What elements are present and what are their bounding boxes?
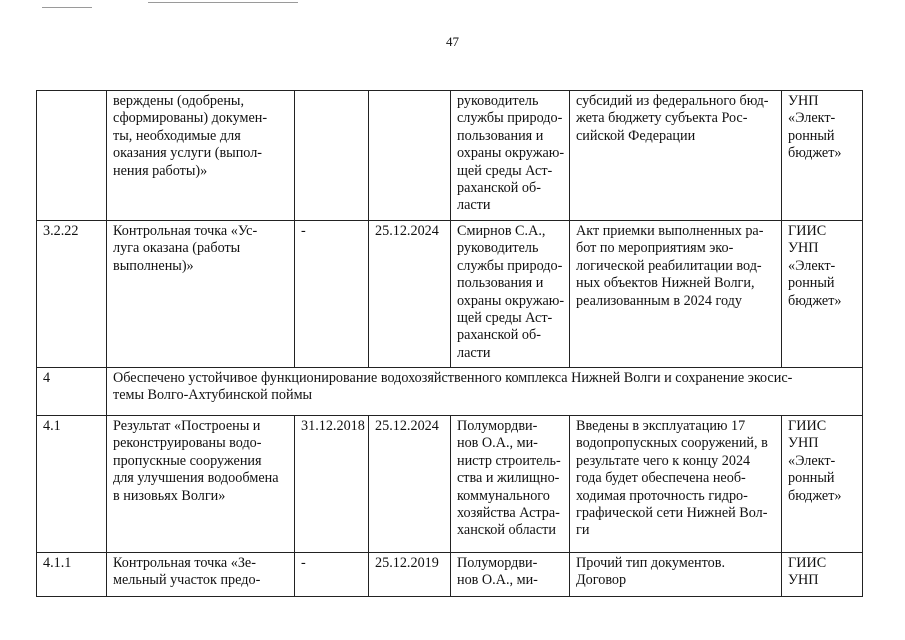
activities-table [36,90,863,597]
cell-end [369,91,451,221]
cell-start: 31.12.2018 [295,416,369,553]
section-row [37,368,863,416]
cell-num [37,91,107,221]
cell-num: 3.2.22 [37,221,107,368]
cell-document: субсидий из федерального бюд- жета бюджету субъекта Рос- сийской Федерации [570,91,782,221]
cell-responsible: руководитель службы природо- пользования и охраны окружаю- щей среды Аст- раханской об- ласти [451,91,570,221]
cell-responsible: Полумордви- нов О.А., ми- [451,553,570,597]
cell-name: Результат «Построены и реконструированы водо- пропускные сооружения для улучшения водообмена в низовьях Волги» [107,416,295,553]
cell-start: - [295,553,369,597]
table-row [37,91,863,221]
header-rule-left [42,7,92,8]
cell-responsible: Полумордви- нов О.А., ми- нистр строитель- ства и жилищно- коммунального хозяйства Астра- ханской области [451,416,570,553]
table-row [37,553,863,597]
cell-name: Контрольная точка «Зе- мельный участок предо- [107,553,295,597]
cell-start [295,91,369,221]
cell-responsible: Смирнов С.А., руководитель службы природо- пользования и охраны окружаю- щей среды Аст- раханской об- ласти [451,221,570,368]
cell-end: 25.12.2024 [369,416,451,553]
cell-end: 25.12.2024 [369,221,451,368]
cell-system: УНП «Элект- ронный бюджет» [782,91,863,221]
table-row [37,221,863,368]
cell-num: 4 [37,368,107,416]
section-title: Обеспечено устойчивое функционирование водохозяйственного комплекса Нижней Волги и сохранение экосис- темы Волго-Ахтубинской поймы [107,368,863,416]
cell-system: ГИИС УНП «Элект- ронный бюджет» [782,416,863,553]
header-rule-right [148,2,298,3]
cell-document: Прочий тип документов. Договор [570,553,782,597]
table-row [37,416,863,553]
cell-num: 4.1.1 [37,553,107,597]
cell-document: Введены в эксплуатацию 17 водопропускных сооружений, в результате чего к концу 2024 года будет обеспечена необ- ходимая проточность гидро- графической сети Нижней Вол- ги [570,416,782,553]
cell-num: 4.1 [37,416,107,553]
cell-start: - [295,221,369,368]
page-number: 47 [446,34,459,49]
cell-name: Контрольная точка «Ус- луга оказана (работы выполнены)» [107,221,295,368]
cell-end: 25.12.2019 [369,553,451,597]
cell-system: ГИИС УНП [782,553,863,597]
cell-system: ГИИС УНП «Элект- ронный бюджет» [782,221,863,368]
cell-name: верждены (одобрены, сформированы) докумен- ты, необходимые для оказания услуги (выпол- нения работы)» [107,91,295,221]
cell-document: Акт приемки выполненных ра- бот по мероприятиям эко- логической реабилитации вод- ных объектов Нижней Волги, реализованным в 2024 году [570,221,782,368]
